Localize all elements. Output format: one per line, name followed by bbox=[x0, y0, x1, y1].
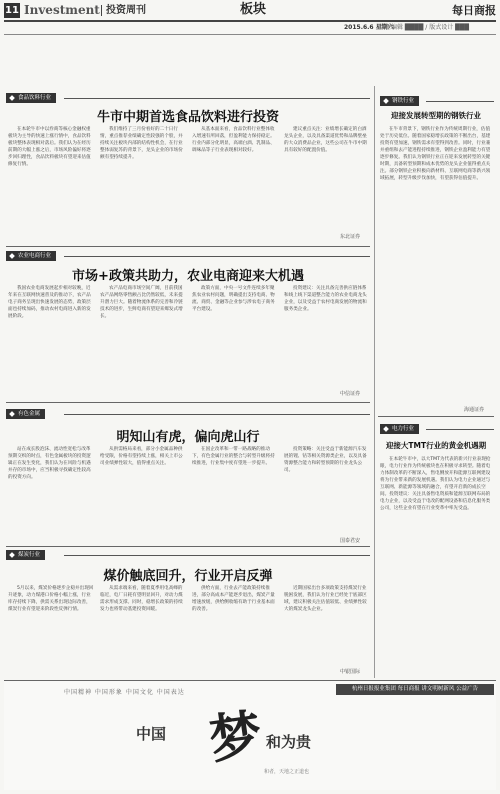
article-separator bbox=[6, 246, 370, 247]
tag-rule bbox=[426, 429, 494, 430]
article-headline: 煤价触底回升，行业开启反弹 bbox=[103, 569, 273, 584]
tag-rule bbox=[64, 414, 370, 415]
page-topic: 板块 bbox=[240, 2, 267, 17]
article-column: 农产品电商市场空间广阔，目前我国农产品网络零售额占比仍然较低，未来提升潜力巨大。随着物流体系的完善和冷链技术的进步，生鲜电商有望迎来爆发式增长。 bbox=[100, 286, 183, 319]
article-column: 在国企改革和一带一路战略的推动下，有色金属行业的整合与转型升级将持续推进，行业集中度有望进一步提升。 bbox=[192, 447, 275, 466]
article-column: 从基本面来看，食品饮料行业整体收入增速有所回落，但盈利能力保持稳定。行业内部分化明显，高端白酒、乳制品、调味品等子行业表现相对较好。 bbox=[192, 127, 275, 153]
article-column: 从需求端来看，随着夏季用电高峰的临近，电厂日耗有望明显回升，对动力煤需求形成支撑。同时，稳增长政策的持续发力也将带动基建投资回暖。 bbox=[100, 586, 183, 612]
article-separator bbox=[6, 546, 370, 547]
article-headline: 牛市中期首选食品饮料进行投资 bbox=[96, 110, 279, 125]
article-column: 近期国家出台多项政策支持煤炭行业脱困发展，我们认为行业已经处于底部区域，建议积极关注估值较低、业绩弹性较大的煤炭龙头企业。 bbox=[284, 586, 367, 612]
tag-rule bbox=[426, 101, 494, 102]
dateline bbox=[4, 22, 496, 33]
article-column: 建议重点关注：业绩增长确定的白酒龙头企业，以及具备渠道优势和品牌壁垒的大众消费品企业，这些公司在牛市中期具有较好的配置价值。 bbox=[284, 127, 367, 153]
article-byline: 中银国际 bbox=[340, 669, 361, 675]
article-column: 我国农业电商发展起步相对较晚，近年来在互联网快速普及的推动下，农产品电子商务呈现出快速发展的态势，政策层面也持续加码，推动农村电商进入新的发展阶段。 bbox=[8, 286, 91, 319]
column-divider bbox=[374, 86, 375, 678]
article-column: 5月以来，煤炭价格逐步企稳并出现回升迹象，动力煤港口价格小幅上涨，行业库存持续下降，供需关系出现边际改善，煤炭行业有望迎来阶段性反弹行情。 bbox=[8, 586, 94, 612]
article-column: 从供需格局来看，部分小金属品种供给受限，价格有望持续上涨，相关上市公司业绩弹性较大，值得重点关注。 bbox=[100, 447, 183, 466]
article-column: 投资建议：关注具备完善供应链体系和线上线下渠道整合能力的农业电商龙头企业，以及受益于农村电商发展的物流和服务类企业。 bbox=[284, 286, 367, 312]
ad-tagline: 中国精神 中国形象 中国文化 中国表达 bbox=[64, 689, 185, 696]
section-name-en: Investment bbox=[24, 3, 100, 17]
article-byline: 东北证券 bbox=[340, 234, 361, 240]
tag-rule bbox=[64, 98, 370, 99]
article-headline: 明知山有虎，偏向虎山行 bbox=[116, 430, 260, 445]
article-column: 我们维持了三月份看好的二十日行情，重点推荐业绩确定性较强的个股，并持续关注板块内部的结构性机会，在行业整体弱复苏的背景下，龙头企业的市场份额有望持续提升。 bbox=[100, 127, 183, 160]
sidebar-byline: 海通证券 bbox=[464, 407, 485, 413]
sidebar-separator bbox=[378, 416, 494, 417]
public-service-ad bbox=[4, 680, 496, 790]
section-tag: 食品饮料行业 bbox=[6, 93, 56, 103]
sidebar-column: 在本轮牛市中，以大TMT为代表的新兴行业表现抢眼，电力行业作为传统板块也在积极寻求转型。随着电力体制改革的不断深入，售电侧放开和能源互联网建设将为行业带来新的发展机遇。我们认为电力企业通过与互联网、新能源等领域的融合，有望开启新的成长空间。投资建议：关注具备售电资质和能源互联网布局的电力企业，以及受益于电改的配网设备和信息化服务类公司，这些企业有望在行业变革中率先受益。 bbox=[380, 457, 491, 511]
sidebar-column: 在牛市背景下，钢铁行业作为传统周期行业，估值处于历史低位。随着国家稳增长政策的不断出台，基建投资有望加速，钢铁需求有望得到改善。同时，行业兼并重组和去产能进程持续推进，钢铁企业盈利能力有望逐步修复。我们认为钢铁行业正在迎来发展转型的关键时期，具备转型预期和成本优势的龙头企业值得重点关注。部分钢铁企业积极向新材料、互联网电商等新兴领域拓展，转型升级步伐加快，有望获得估值提升。 bbox=[380, 127, 491, 181]
tag-rule bbox=[64, 555, 370, 556]
ad-slogan-left: 中国 bbox=[136, 725, 167, 743]
article-column: 供给方面，行业去产能政策持续推进，部分高成本产能逐步退出，煤炭产量增速放缓，供给侧收缩有助于行业基本面的改善。 bbox=[192, 586, 275, 612]
issue-date: 2015.6.6 星期六 bbox=[344, 24, 394, 31]
masthead-divider bbox=[101, 5, 102, 16]
sidebar-headline: 迎接大TMT行业的黄金机遇期 bbox=[385, 441, 487, 450]
section-tag: 电力行业 bbox=[380, 424, 419, 434]
article-column: 站在成长股泡沫、流动性宽松与改革预期交织的时点，有色金属板块的投资逻辑正在发生变化，我们认为在风险与机遇并存的市场中，应当积极寻找确定性较高的投资方向。 bbox=[8, 447, 91, 480]
ad-small-text: 和者，天地之正道也 bbox=[264, 769, 310, 775]
section-name-cn: 投资周刊 bbox=[106, 5, 146, 16]
section-tag: 钢铁行业 bbox=[380, 96, 419, 106]
sidebar-article bbox=[378, 110, 494, 122]
article-byline: 中信证券 bbox=[340, 391, 361, 397]
ad-banner-strip: 杭州日报报业集团 每日商报 讲文明树新风 公益广告 bbox=[336, 684, 494, 695]
paper-name: 每日商报 bbox=[452, 4, 496, 17]
ad-slogan-right: 和为贵 bbox=[266, 733, 312, 751]
article-column: 在本轮牛市中以券商等核心金融权重板块为主导的快速上涨行情中，食品饮料板块整体表现相对落后。我们认为在经历前期的大幅上涨之后，市场风险偏好将逐步回归理性，食品饮料板块有望迎来估值修复行情。 bbox=[8, 127, 91, 167]
page-number: 11 bbox=[5, 5, 19, 16]
article-headline: 市场+政策共助力，农业电商迎来大机遇 bbox=[72, 269, 304, 284]
dateline-rule bbox=[4, 34, 496, 35]
article-column: 政策方面，中央一号文件连续多年聚焦农业农村问题，明确提出支持电商、物流、商贸、金融等企业参与涉农电子商务平台建设。 bbox=[192, 286, 275, 312]
section-tag: 煤炭行业 bbox=[6, 550, 45, 560]
editor-credit: 责任编辑 ████ / 版式设计 ███ bbox=[379, 24, 469, 31]
masthead bbox=[4, 3, 496, 19]
sidebar-headline: 迎接发展转型期的钢铁行业 bbox=[391, 111, 481, 120]
article-column: 投资策略：关注受益于新能源汽车发展的锂、钴等相关资源类企业，以及具备资源整合能力和转型预期的行业龙头公司。 bbox=[284, 447, 367, 473]
tag-rule bbox=[64, 256, 370, 257]
article-byline: 国泰君安 bbox=[340, 538, 361, 544]
article-separator bbox=[6, 402, 370, 403]
sidebar-article bbox=[378, 440, 494, 452]
section-tag: 有色金属 bbox=[6, 409, 45, 419]
section-tag: 农业电商行业 bbox=[6, 251, 56, 261]
ad-calligraphy-character: 梦 bbox=[205, 703, 266, 772]
